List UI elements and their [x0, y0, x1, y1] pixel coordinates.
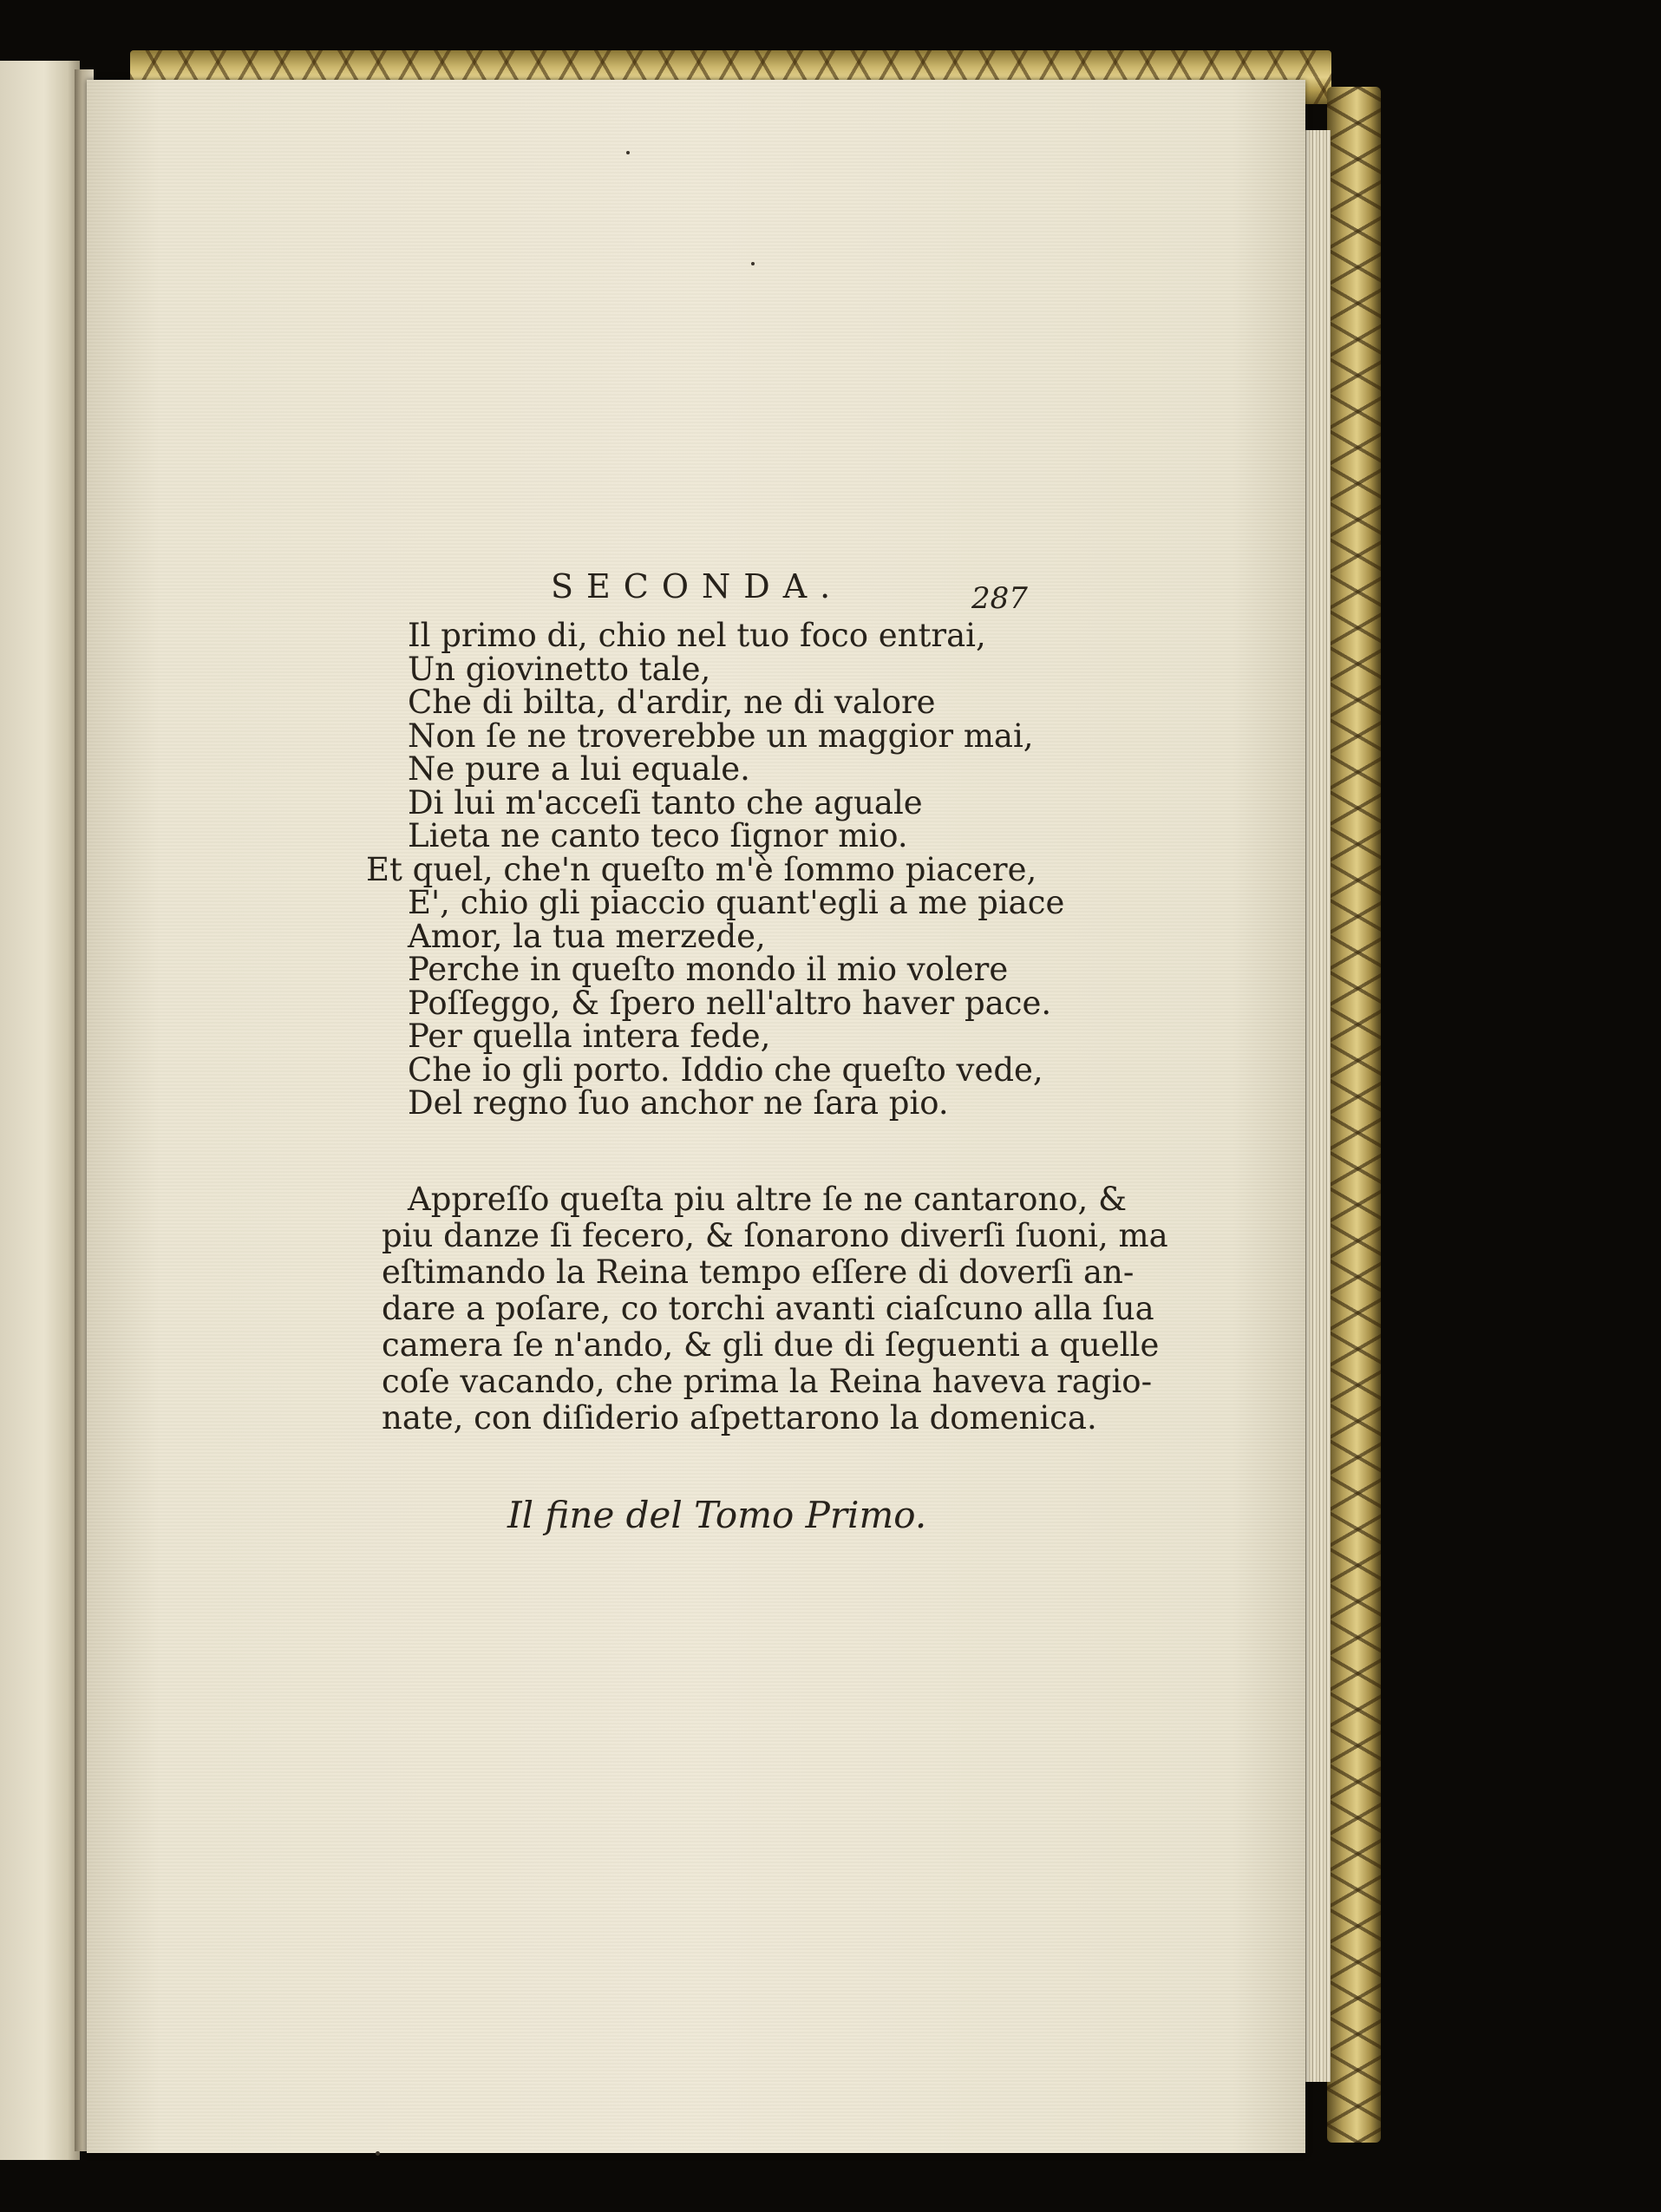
poem-line: Per quella intera fede, — [408, 1018, 771, 1055]
running-head-text: SECONDA. — [551, 567, 844, 605]
book-page — [87, 80, 1305, 2153]
poem-line: Un giovinetto tale, — [408, 650, 711, 688]
facing-page-edge — [0, 61, 80, 2160]
prose-line: coſe vacando, che prima la Reina haveva ragio- — [382, 1363, 1153, 1400]
prose-line: camera ſe n'ando, & gli due di ſeguenti a quelle — [382, 1326, 1160, 1364]
prose-paragraph — [382, 1181, 1168, 1436]
poem-line: Che io gli porto. Iddio che queſto vede, — [408, 1050, 1043, 1089]
poem-line: Perche in queſto mondo il mio volere — [408, 951, 1009, 988]
page-number: 287 — [971, 581, 1028, 616]
poem-line: Lieta ne canto teco ſignor mio. — [408, 817, 908, 854]
poem-line: Di lui m'acceſi tanto che aguale — [408, 783, 923, 821]
poem-line: Il primo di, chio nel tuo foco entrai, — [408, 617, 986, 654]
paper-speck — [376, 2151, 380, 2156]
prose-line: eſtimando la Reina tempo eſſere di doverſi an- — [382, 1253, 1135, 1291]
poem-line: Amor, la tua merzede, — [408, 917, 766, 955]
poem-line: Del regno ſuo anchor ne ſara pio. — [408, 1084, 949, 1122]
poem-line: E', chio gli piaccio quant'egli a me piace — [408, 884, 1065, 921]
running-head — [551, 567, 1036, 619]
poem-line: Ne pure a lui equale. — [408, 750, 750, 788]
poem-block — [366, 617, 1065, 1122]
gilt-board-edge — [1327, 87, 1381, 2143]
prose-line: nate, con diſiderio aſpettarono la domenica. — [382, 1399, 1097, 1436]
poem-line: Che di bilta, d'ardir, ne di valore — [408, 684, 936, 721]
poem-line: Poſſeggo, & ſpero nell'altro haver pace. — [408, 984, 1052, 1022]
poem-line: Et quel, che'n queſto m'è ſommo piacere, — [366, 850, 1037, 888]
colophon: Il fine del Tomo Primo. — [507, 1494, 927, 1536]
paper-speck — [626, 151, 630, 154]
prose-line: Appreſſo queſta piu altre ſe ne cantarono, & — [408, 1181, 1128, 1218]
prose-line: piu danze ſi fecero, & ſonarono diverſi ſuoni, ma — [382, 1217, 1168, 1254]
paper-speck — [751, 262, 755, 265]
poem-line: Non ſe ne troverebbe un maggior mai, — [408, 717, 1034, 755]
prose-line: dare a poſare, co torchi avanti ciaſcuno alla ſua — [382, 1290, 1154, 1327]
